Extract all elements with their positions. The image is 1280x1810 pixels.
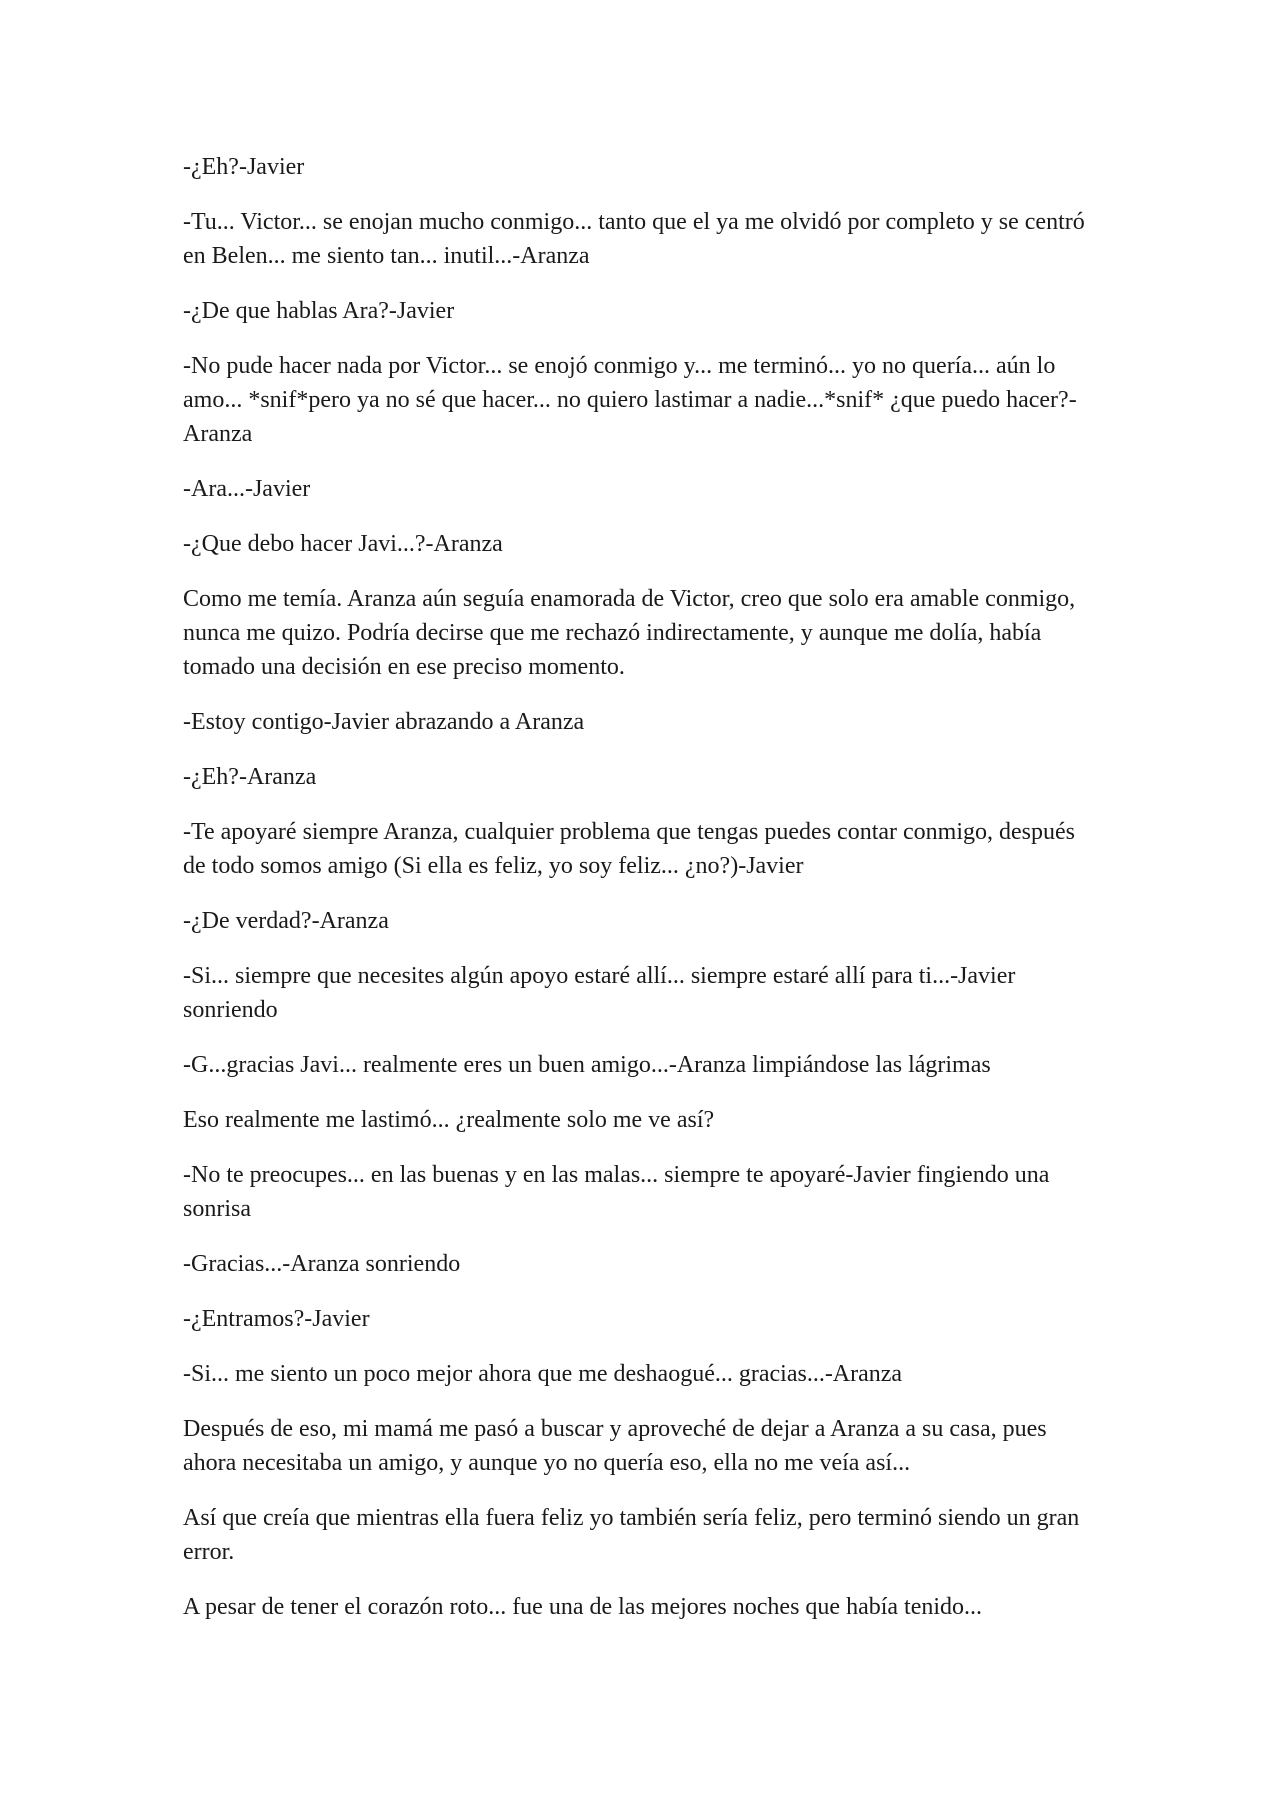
paragraph: Así que creía que mientras ella fuera feliz yo también sería feliz, pero terminó siendo un gran error.	[183, 1505, 1080, 1565]
paragraph: -Gracias...-Aranza sonriendo	[183, 1251, 461, 1277]
paragraph: -No te preocupes... en las buenas y en las malas... siempre te apoyaré-Javier fingiendo una sonrisa	[183, 1162, 1050, 1222]
paragraph: A pesar de tener el corazón roto... fue una de las mejores noches que había tenido...	[183, 1594, 983, 1620]
paragraph: -Si... me siento un poco mejor ahora que me deshaogué... gracias...-Aranza	[183, 1361, 903, 1387]
paragraph: -Ara...-Javier	[183, 476, 311, 502]
paragraph: -¿Eh?-Aranza	[183, 764, 317, 790]
paragraph: -¿De que hablas Ara?-Javier	[183, 298, 455, 324]
paragraph: -No pude hacer nada por Victor... se enojó conmigo y... me terminó... yo no quería... aún lo amo... *snif*pero ya no sé que hacer... no quiero lastimar a nadie...*snif* ¿que puedo hacer?-Aranza	[183, 353, 1077, 447]
paragraph: Después de eso, mi mamá me pasó a buscar y aproveché de dejar a Aranza a su casa, pues ahora necesitaba un amigo, y aunque yo no quería eso, ella no me veía así...	[183, 1416, 1047, 1476]
paragraph: -¿Entramos?-Javier	[183, 1306, 370, 1332]
paragraph: -G...gracias Javi... realmente eres un buen amigo...-Aranza limpiándose las lágrimas	[183, 1052, 991, 1078]
document-body	[183, 150, 1103, 1645]
paragraph: -¿Que debo hacer Javi...?-Aranza	[183, 531, 503, 557]
paragraph: -Si... siempre que necesites algún apoyo estaré allí... siempre estaré allí para ti...-Javier sonriendo	[183, 963, 1016, 1023]
paragraph: Como me temía. Aranza aún seguía enamorada de Victor, creo que solo era amable conmigo, nunca me quizo. Podría decirse que me rechazó indirectamente, y aunque me dolía, había tomado una decisión en ese preciso momento.	[183, 586, 1076, 680]
paragraph: -Tu... Victor... se enojan mucho conmigo... tanto que el ya me olvidó por completo y se centró en Belen... me siento tan... inutil...-Aranza	[183, 209, 1085, 269]
paragraph: Eso realmente me lastimó... ¿realmente solo me ve así?	[183, 1107, 715, 1133]
paragraph: -¿De verdad?-Aranza	[183, 908, 389, 934]
paragraph: -Te apoyaré siempre Aranza, cualquier problema que tengas puedes contar conmigo, después de todo somos amigo (Si ella es feliz, yo soy feliz... ¿no?)-Javier	[183, 819, 1075, 879]
paragraph: -¿Eh?-Javier	[183, 154, 305, 180]
paragraph: -Estoy contigo-Javier abrazando a Aranza	[183, 709, 585, 735]
